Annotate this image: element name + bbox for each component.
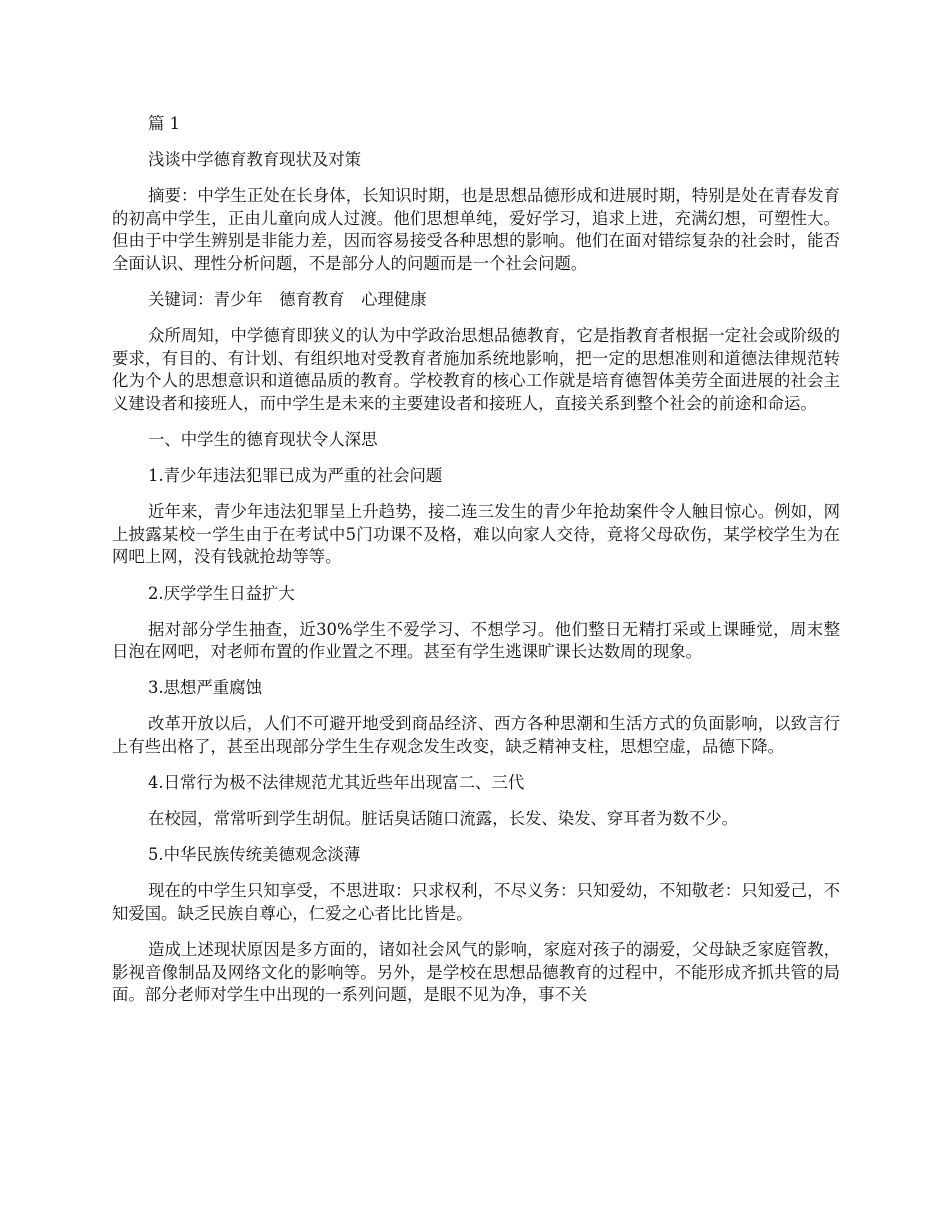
item-body-3: 改革开放以后，人们不可避开地受到商品经济、西方各种思潮和生活方式的负面影响，以致言行上有些出格了，甚至出现部分学生生存观念发生改变，缺乏精神支柱，思想空虚，品德下降。	[112, 714, 840, 756]
section-heading-1: 一、中学生的德育现状令人深思	[148, 430, 378, 450]
item-heading-3: 3.思想严重腐蚀	[148, 678, 262, 698]
item-body-1: 近年来，青少年违法犯罪呈上升趋势，接二连三发生的青少年抢劫案件令人触目惊心。例如，网上披露某校一学生由于在考试中5门功课不及格，难以向家人交待，竟将父母砍伤，某学校学生为在网吧上网，没有钱就抢劫等等。	[112, 502, 840, 567]
item-heading-4: 4.日常行为极不法律规范尤其近些年出现富二、三代	[148, 773, 525, 793]
causes-paragraph: 造成上述现状原因是多方面的，诸如社会风气的影响，家庭对孩子的溺爱，父母缺乏家庭管教，影视音像制品及网络文化的影响等。另外，是学校在思想品德教育的过程中，不能形成齐抓共管的局面。部分老师对学生中出现的一系列问题，是眼不见为净，事不关	[112, 940, 840, 1005]
item-body-2: 据对部分学生抽查，近30%学生不爱学习、不想学习。他们整日无精打采或上课睡觉，周末整日泡在网吧，对老师布置的作业置之不理。甚至有学生逃课旷课长达数周的现象。	[112, 619, 840, 662]
article-title: 浅谈中学德育教育现状及对策	[148, 150, 362, 170]
item-heading-1: 1.青少年违法犯罪已成为严重的社会问题	[148, 466, 443, 486]
abstract-paragraph: 摘要：中学生正处在长身体，长知识时期，也是思想品德形成和进展时期，特别是处在青春发育的初高中学生，正由儿童向成人过渡。他们思想单纯，爱好学习，追求上进，充满幻想，可塑性大。但由于中学生辨别是非能力差，因而容易接受各种思想的影响。他们在面对错综复杂的社会时，能否全面认识、理性分析问题，不是部分人的问题而是一个社会问题。	[112, 186, 840, 273]
item-body-5: 现在的中学生只知享受，不思进取：只求权利，不尽义务：只知爱幼，不知敬老：只知爱己，不知爱国。缺乏民族自尊心，仁爱之心者比比皆是。	[112, 881, 840, 923]
item-heading-2: 2.厌学学生日益扩大	[148, 583, 295, 603]
item-body-4: 在校园，常常听到学生胡侃。脏话臭话随口流露，长发、染发、穿耳者为数不少。	[148, 809, 739, 829]
item-heading-5: 5.中华民族传统美德观念淡薄	[148, 845, 361, 865]
intro-paragraph: 众所周知，中学德育即狭义的认为中学政治思想品德教育，它是指教育者根据一定社会或阶级的要求，有目的、有计划、有组织地对受教育者施加系统地影响，把一定的思想准则和道德法律规范转化为个人的思想意识和道德品质的教育。学校教育的核心工作就是培育德智体美劳全面进展的社会主义建设者和接班人，而中学生是未来的主要建设者和接班人，直接关系到整个社会的前途和命运。	[112, 326, 840, 413]
keywords-line: 关键词：青少年 德育教育 心理健康	[148, 290, 427, 310]
section-label: 篇 1	[148, 114, 181, 133]
